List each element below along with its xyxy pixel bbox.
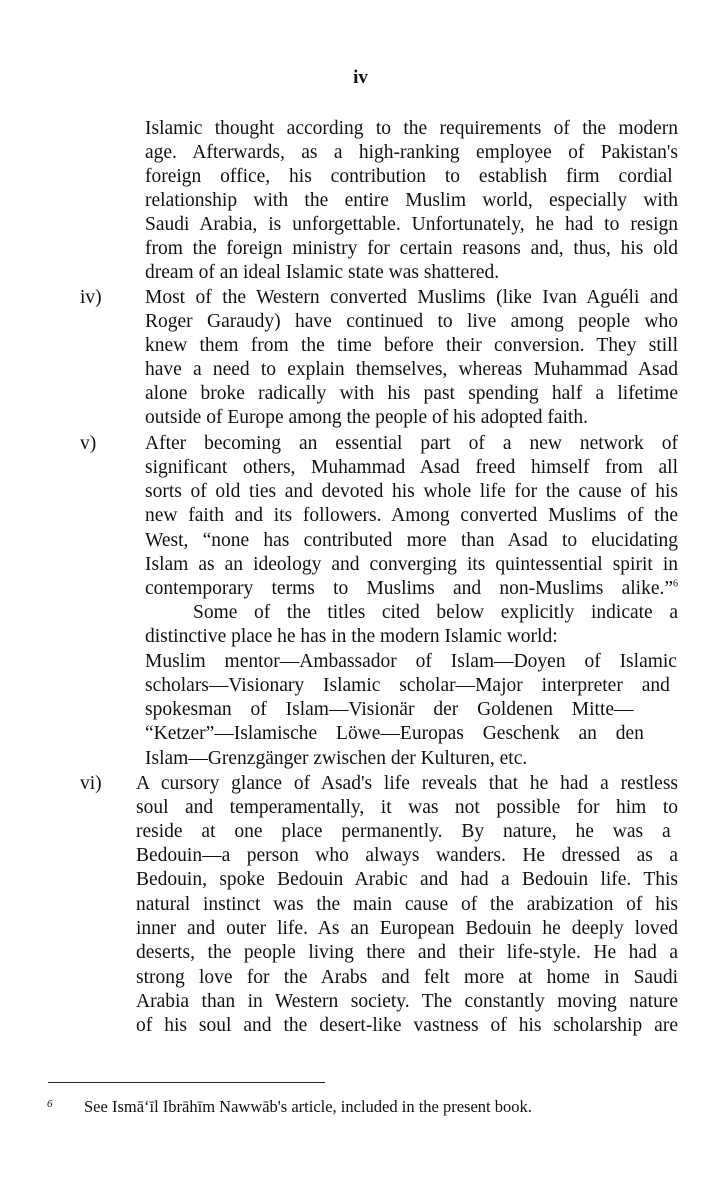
- text-line: knew them from the time before their conversion. They still: [145, 335, 678, 356]
- text-line: Some of the titles cited below explicitly indicate a: [193, 602, 678, 623]
- text-line: natural instinct was the main cause of the arabization of his: [136, 894, 678, 915]
- footnote-divider: [48, 1082, 325, 1083]
- text-line: reside at one place permanently. By nature, he was a: [136, 821, 671, 842]
- text-line: new faith and its followers. Among converted Muslims of the: [145, 505, 678, 526]
- text-line: A cursory glance of Asad's life reveals that he had a restless: [136, 773, 678, 794]
- text-line: Islamic thought according to the requirements of the modern: [145, 118, 678, 139]
- text-line: Arabia than in Western society. The constantly moving nature: [136, 991, 678, 1012]
- text-line: deserts, the people living there and their life-style. He had a: [136, 942, 678, 963]
- text-line: strong love for the Arabs and felt more at home in Saudi: [136, 967, 678, 988]
- text-line: Most of the Western converted Muslims (like Ivan Aguéli and: [145, 287, 678, 308]
- text-line: have a need to explain themselves, whereas Muhammad Asad: [145, 359, 678, 380]
- text-line: Bedouin, spoke Bedouin Arabic and had a Bedouin life. This: [136, 869, 678, 890]
- text-line: age. Afterwards, as a high-ranking employee of Pakistan's: [145, 142, 678, 163]
- text-line: alone broke radically with his past spending half a lifetime: [145, 383, 678, 404]
- text-line: scholars—Visionary Islamic scholar—Major interpreter and: [145, 675, 670, 696]
- text-line: distinctive place he has in the modern Islamic world:: [145, 626, 558, 647]
- text-line: West, “none has contributed more than Asad to elucidating: [145, 530, 678, 551]
- text-line: “Ketzer”—Islamische Löwe—Europas Geschenk an den: [145, 723, 644, 744]
- text-line: inner and outer life. As an European Bedouin he deeply loved: [136, 918, 678, 939]
- footnote-number: 6: [47, 1098, 53, 1110]
- text-line: outside of Europe among the people of his adopted faith.: [145, 407, 588, 428]
- text-line: Muslim mentor—Ambassador of Islam—Doyen of Islamic: [145, 651, 677, 672]
- text-line: contemporary terms to Muslims and non-Muslims alike.”: [145, 578, 673, 599]
- text-line: Saudi Arabia, is unforgettable. Unfortunately, he had to resign: [145, 214, 678, 235]
- text-line: After becoming an essential part of a new network of: [145, 433, 678, 454]
- text-line: sorts of old ties and devoted his whole life for the cause of his: [145, 481, 678, 502]
- item-marker: v): [80, 433, 97, 454]
- text-line: from the foreign ministry for certain reasons and, thus, his old: [145, 238, 678, 259]
- page-number: iv: [353, 67, 368, 88]
- text-line: soul and temperamentally, it was not possible for him to: [136, 797, 678, 818]
- text-line: of his soul and the desert-like vastness of his scholarship are: [136, 1015, 678, 1036]
- text-line: spokesman of Islam—Visionär der Goldenen Mitte—: [145, 699, 634, 720]
- text-line: foreign office, his contribution to establish firm cordial: [145, 166, 673, 187]
- text-line: Roger Garaudy) have continued to live among people who: [145, 311, 678, 332]
- text-line: Bedouin—a person who always wanders. He dressed as a: [136, 845, 678, 866]
- text-line: significant others, Muhammad Asad freed himself from all: [145, 457, 678, 478]
- text-line: Islam as an ideology and converging its quintessential spirit in: [145, 554, 678, 575]
- text-line: dream of an ideal Islamic state was shattered.: [145, 262, 500, 283]
- footnote-reference: 6: [673, 578, 678, 590]
- item-marker: iv): [80, 287, 102, 308]
- text-line-with-footnote: [145, 577, 678, 601]
- text-line: relationship with the entire Muslim world, especially with: [145, 190, 678, 211]
- footnote-text: See Ismā‘īl Ibrāhīm Nawwāb's article, included in the present book.: [84, 1097, 532, 1116]
- text-line: Islam—Grenzgänger zwischen der Kulturen, etc.: [145, 748, 528, 769]
- item-marker: vi): [80, 773, 102, 794]
